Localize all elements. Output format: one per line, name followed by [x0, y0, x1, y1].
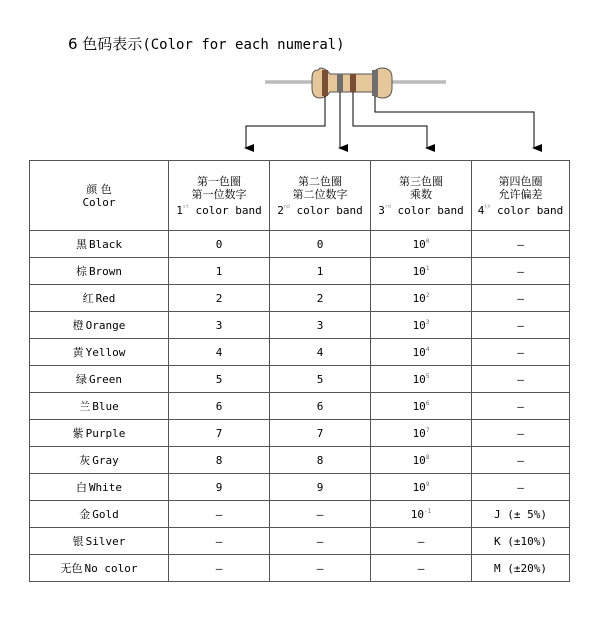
header-band-1-meaning: 第一位数字 [191, 187, 247, 201]
header-band-1-label: color band [195, 203, 262, 217]
tolerance-value: — [517, 291, 524, 305]
color-name-cell [30, 258, 169, 285]
header-band-3-sup: rd [384, 203, 391, 210]
color-name-cell [30, 420, 169, 447]
color-name-en: White [88, 481, 123, 494]
multiplier-exponent: 7 [425, 426, 430, 434]
digit-1-value: 0 [215, 237, 223, 251]
color-name-zh: 橙 [72, 319, 84, 332]
multiplier-cell [371, 555, 472, 582]
color-name-en: Black [88, 238, 123, 251]
color-name-zh: 无色 [60, 562, 83, 575]
digit-2-cell [270, 555, 371, 582]
digit-1-value: 4 [215, 345, 223, 359]
tolerance-cell [472, 501, 570, 528]
color-name-en: Green [88, 373, 123, 386]
table-row [30, 339, 570, 366]
color-name-en: Yellow [85, 346, 126, 359]
color-name-zh: 紫 [72, 427, 84, 440]
table-row [30, 231, 570, 258]
header-band-2-title: 第二色圈 [298, 174, 342, 188]
multiplier-base: — [417, 534, 425, 548]
color-name-en: Brown [88, 265, 123, 278]
multiplier-base: 10 [412, 318, 426, 332]
digit-1-value: 8 [215, 453, 223, 467]
arrow-band-3 [353, 92, 427, 148]
tolerance-value: — [517, 426, 524, 440]
color-name-en: Orange [85, 319, 126, 332]
color-code-table [29, 160, 570, 582]
digit-1-value: 9 [215, 480, 223, 494]
multiplier-cell [371, 231, 472, 258]
table-row [30, 474, 570, 501]
digit-2-value: 8 [316, 453, 324, 467]
tolerance-cell [472, 420, 570, 447]
table-row [30, 393, 570, 420]
title-prefix: 6 色码表示 [68, 35, 143, 53]
tolerance-value: — [517, 237, 524, 251]
digit-2-cell [270, 447, 371, 474]
header-band-2-en [270, 201, 370, 217]
color-name-en: No color [84, 562, 138, 575]
digit-2-cell [270, 393, 371, 420]
color-name-zh: 白 [75, 481, 87, 494]
digit-2-value: 5 [316, 372, 324, 386]
color-name-zh: 黄 [72, 346, 84, 359]
header-row [30, 161, 570, 231]
digit-2-cell [270, 339, 371, 366]
header-band-3-label: color band [397, 203, 464, 217]
header-band-4-sup: th [484, 203, 491, 210]
multiplier-exponent: 0 [425, 237, 430, 245]
color-name-zh: 黑 [75, 238, 87, 251]
tolerance-value: J (± 5%) [494, 507, 547, 521]
digit-2-value: 1 [316, 264, 324, 278]
arrow-band-1 [246, 96, 325, 148]
color-name-cell [30, 555, 169, 582]
multiplier-exponent: 4 [425, 345, 430, 353]
color-name-en: Gray [92, 454, 119, 467]
title-code: (Color for each numeral) [142, 37, 345, 53]
multiplier-base: 10 [412, 399, 426, 413]
digit-1-cell [169, 366, 270, 393]
digit-2-cell [270, 285, 371, 312]
tolerance-cell [472, 474, 570, 501]
header-band-2-num: 2 [277, 203, 284, 217]
color-name-cell [30, 501, 169, 528]
header-band-4-en [472, 201, 569, 217]
header-band-3-title: 第三色圈 [399, 174, 443, 188]
digit-1-cell [169, 312, 270, 339]
color-name-en: Red [95, 292, 116, 305]
digit-1-value: — [215, 561, 223, 575]
multiplier-exponent: 2 [425, 291, 430, 299]
multiplier-cell [371, 501, 472, 528]
multiplier-exponent: 6 [425, 399, 430, 407]
table-row [30, 555, 570, 582]
header-band-1-en [169, 201, 269, 217]
tolerance-value: — [517, 480, 524, 494]
multiplier-cell [371, 258, 472, 285]
band-arrows [246, 92, 534, 148]
color-name-zh: 红 [82, 292, 94, 305]
digit-2-cell [270, 528, 371, 555]
digit-2-value: 3 [316, 318, 324, 332]
color-name-en: Purple [85, 427, 126, 440]
tolerance-cell [472, 285, 570, 312]
tolerance-value: K (±10%) [494, 534, 547, 548]
header-band-2-meaning: 第二位数字 [292, 187, 348, 201]
multiplier-cell [371, 420, 472, 447]
band-2 [337, 74, 343, 92]
tolerance-cell [472, 555, 570, 582]
multiplier-exponent: 5 [425, 372, 430, 380]
header-band-3-en [371, 201, 471, 217]
header-band-4-label: color band [497, 203, 564, 217]
color-name-cell [30, 366, 169, 393]
header-band-3 [371, 161, 472, 231]
multiplier-base: 10 [412, 237, 426, 251]
color-name-en: Silver [85, 535, 126, 548]
color-name-zh: 棕 [75, 265, 87, 278]
color-name-cell [30, 231, 169, 258]
header-band-1-num: 1 [176, 203, 183, 217]
multiplier-cell [371, 285, 472, 312]
header-color-en: Color [82, 195, 116, 209]
color-name-en: Blue [92, 400, 119, 413]
digit-2-value: — [316, 534, 324, 548]
header-color [30, 161, 169, 231]
multiplier-base: 10 [412, 480, 426, 494]
band-4 [372, 70, 378, 96]
color-name-cell [30, 447, 169, 474]
multiplier-base: 10 [412, 372, 426, 386]
color-name-zh: 银 [72, 535, 84, 548]
digit-2-cell [270, 420, 371, 447]
multiplier-cell [371, 447, 472, 474]
digit-1-value: 3 [215, 318, 223, 332]
color-name-zh: 金 [79, 508, 91, 521]
tolerance-value: — [517, 345, 524, 359]
tolerance-cell [472, 312, 570, 339]
digit-1-cell [169, 501, 270, 528]
color-name-cell [30, 393, 169, 420]
multiplier-exponent: -1 [424, 507, 432, 515]
table-row [30, 420, 570, 447]
tolerance-cell [472, 366, 570, 393]
digit-2-cell [270, 366, 371, 393]
color-name-en: Gold [92, 508, 119, 521]
table-row [30, 312, 570, 339]
digit-1-value: — [215, 534, 223, 548]
multiplier-cell [371, 339, 472, 366]
digit-1-cell [169, 339, 270, 366]
tolerance-value: M (±20%) [494, 561, 547, 575]
header-band-2 [270, 161, 371, 231]
multiplier-base: — [417, 561, 425, 575]
multiplier-exponent: 9 [425, 480, 430, 488]
multiplier-base: 10 [412, 453, 426, 467]
multiplier-cell [371, 528, 472, 555]
header-band-4-title: 第四色圈 [498, 174, 543, 188]
digit-1-value: 5 [215, 372, 223, 386]
digit-2-value: 4 [316, 345, 324, 359]
header-band-1-sup: st [182, 203, 189, 210]
multiplier-cell [371, 393, 472, 420]
digit-1-value: 7 [215, 426, 223, 440]
color-name-zh: 灰 [79, 454, 91, 467]
multiplier-base: 10 [410, 507, 424, 521]
tolerance-cell [472, 339, 570, 366]
multiplier-exponent: 1 [425, 264, 430, 272]
band-1 [322, 70, 328, 96]
digit-2-cell [270, 474, 371, 501]
digit-2-cell [270, 258, 371, 285]
digit-2-value: — [316, 507, 324, 521]
table-row [30, 501, 570, 528]
digit-1-cell [169, 258, 270, 285]
digit-2-value: — [316, 561, 324, 575]
tolerance-cell [472, 231, 570, 258]
tolerance-value: — [517, 453, 524, 467]
digit-2-cell [270, 231, 371, 258]
digit-1-cell [169, 528, 270, 555]
multiplier-cell [371, 366, 472, 393]
digit-1-value: 2 [215, 291, 223, 305]
multiplier-cell [371, 312, 472, 339]
tolerance-cell [472, 447, 570, 474]
color-name-zh: 绿 [75, 373, 87, 386]
digit-2-value: 7 [316, 426, 324, 440]
multiplier-base: 10 [412, 264, 426, 278]
header-band-4-meaning: 允许偏差 [498, 187, 543, 201]
multiplier-base: 10 [412, 426, 426, 440]
digit-1-cell [169, 447, 270, 474]
color-name-cell [30, 312, 169, 339]
multiplier-exponent: 8 [425, 453, 430, 461]
band-3 [350, 74, 356, 92]
digit-1-cell [169, 474, 270, 501]
tolerance-cell [472, 258, 570, 285]
digit-1-value: — [215, 507, 223, 521]
digit-1-cell [169, 393, 270, 420]
multiplier-cell [371, 474, 472, 501]
digit-1-cell [169, 555, 270, 582]
digit-1-value: 6 [215, 399, 223, 413]
tolerance-value: — [517, 399, 524, 413]
color-name-zh: 兰 [79, 400, 91, 413]
tolerance-value: — [517, 372, 524, 386]
color-name-cell [30, 285, 169, 312]
header-band-1-title: 第一色圈 [197, 174, 241, 188]
color-name-cell [30, 474, 169, 501]
tolerance-cell [472, 528, 570, 555]
table-row [30, 528, 570, 555]
table-row [30, 285, 570, 312]
header-band-2-sup: nd [283, 203, 290, 210]
header-band-4-num: 4 [477, 203, 485, 217]
color-name-cell [30, 528, 169, 555]
multiplier-exponent: 3 [425, 318, 430, 326]
header-band-1 [169, 161, 270, 231]
header-band-3-meaning: 乘数 [410, 187, 432, 201]
digit-1-cell [169, 231, 270, 258]
tolerance-value: — [517, 264, 524, 278]
arrow-band-4 [375, 96, 534, 148]
tolerance-cell [472, 393, 570, 420]
table-row [30, 366, 570, 393]
header-band-3-num: 3 [378, 203, 385, 217]
table-row [30, 447, 570, 474]
digit-1-cell [169, 420, 270, 447]
multiplier-base: 10 [412, 291, 426, 305]
digit-2-cell [270, 501, 371, 528]
color-name-cell [30, 339, 169, 366]
digit-2-value: 9 [316, 480, 324, 494]
digit-2-value: 0 [316, 237, 324, 251]
header-color-zh: 颜 色 [86, 182, 112, 196]
table-row [30, 258, 570, 285]
multiplier-base: 10 [412, 345, 426, 359]
digit-1-cell [169, 285, 270, 312]
digit-2-value: 2 [316, 291, 324, 305]
digit-2-cell [270, 312, 371, 339]
header-band-4 [472, 161, 570, 231]
header-band-2-label: color band [296, 203, 363, 217]
digit-1-value: 1 [215, 264, 223, 278]
tolerance-value: — [517, 318, 524, 332]
resistor-diagram [0, 0, 599, 160]
digit-2-value: 6 [316, 399, 324, 413]
